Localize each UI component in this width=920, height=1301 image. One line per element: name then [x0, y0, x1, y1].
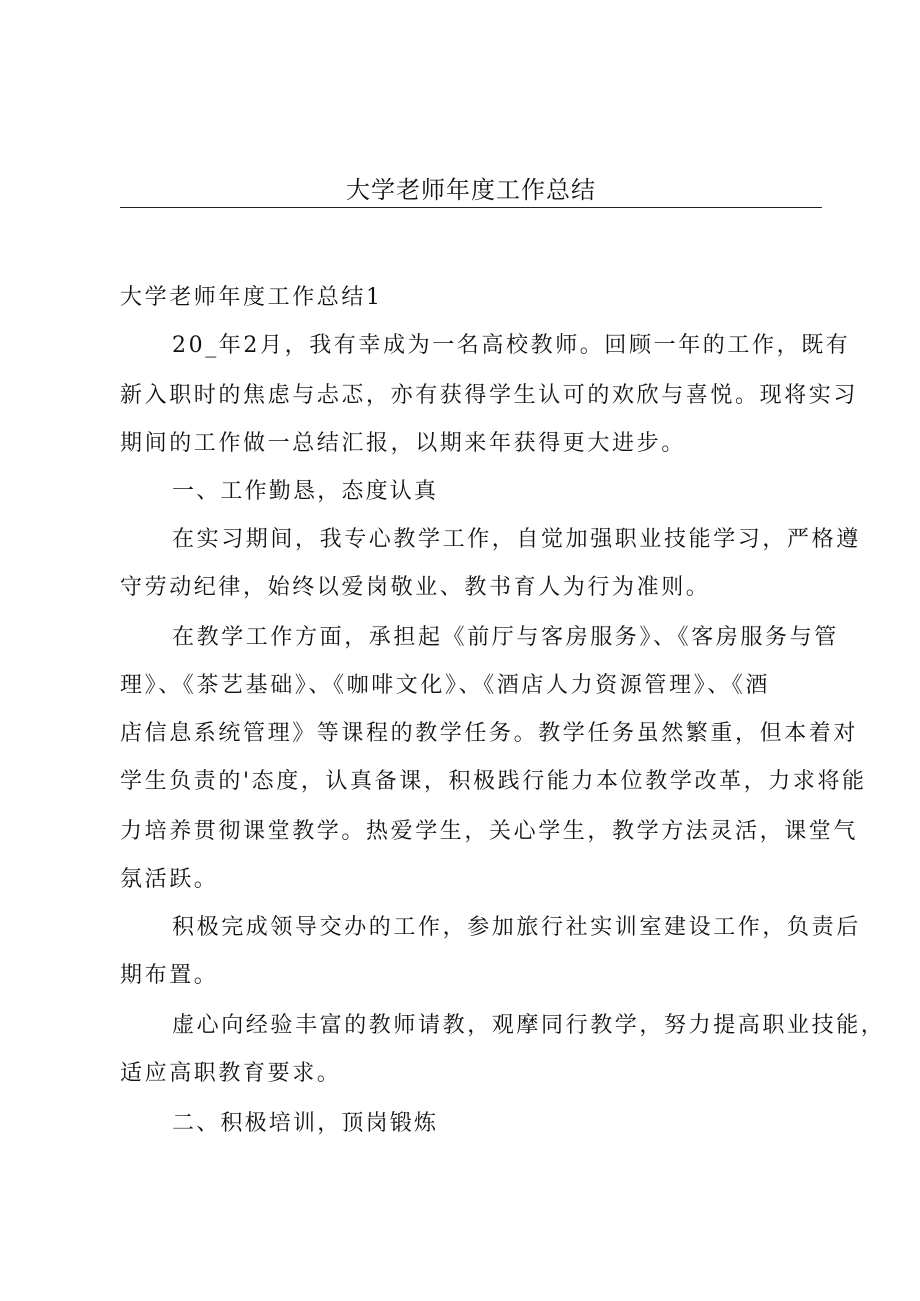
subheading-2: 二、积极培训，顶岗锻炼 [172, 1111, 439, 1136]
paragraph-line: 守劳动纪律，始终以爱岗敬业、教书育人为行为准则。 [120, 575, 711, 600]
paragraph-line: 适应高职教育要求。 [120, 1061, 342, 1086]
paragraph-line: 在实习期间，我专心教学工作，自觉加强职业技能学习，严格遵 [172, 527, 861, 552]
paragraph-line: 学生负责的'态度，认真备课，积极践行能力本位教学改革，力求将能 [120, 769, 867, 794]
paragraph-line: 虚心向经验丰富的教师请教，观摩同行教学，努力提高职业技能， [172, 1013, 886, 1038]
paragraph-line: 力培养贯彻课堂教学。热爱学生，关心学生，教学方法灵活，课堂气 [120, 819, 859, 844]
paragraph-line: 期布置。 [120, 963, 219, 988]
subheading-1: 一、工作勤恳，态度认真 [172, 479, 439, 504]
paragraph-line: 氛活跃。 [120, 867, 219, 892]
paragraph-line: 在教学工作方面，承担起《前厅与客房服务》、《客房服务与管 [172, 625, 839, 650]
paragraph-line: 20_年2月，我有幸成为一名高校教师。回顾一年的工作，既有 [172, 333, 851, 358]
paragraph-line: 店信息系统管理》等课程的教学任务。教学任务虽然繁重，但本着对 [120, 721, 859, 746]
paragraph-line: 期间的工作做一总结汇报，以期来年获得更大进步。 [120, 431, 686, 456]
document-title: 大学老师年度工作总结 [346, 176, 596, 204]
section-heading-1: 大学老师年度工作总结1 [120, 285, 383, 310]
paragraph-line: 理》、《茶艺基础》、《咖啡文化》、《酒店人力资源管理》、《酒 [120, 673, 771, 698]
paragraph-line: 积极完成领导交办的工作，参加旅行社实训室建设工作，负责后 [172, 915, 861, 940]
title-underline [120, 207, 822, 208]
paragraph-line: 新入职时的焦虑与忐忑，亦有获得学生认可的欢欣与喜悦。现将实习 [120, 383, 859, 408]
